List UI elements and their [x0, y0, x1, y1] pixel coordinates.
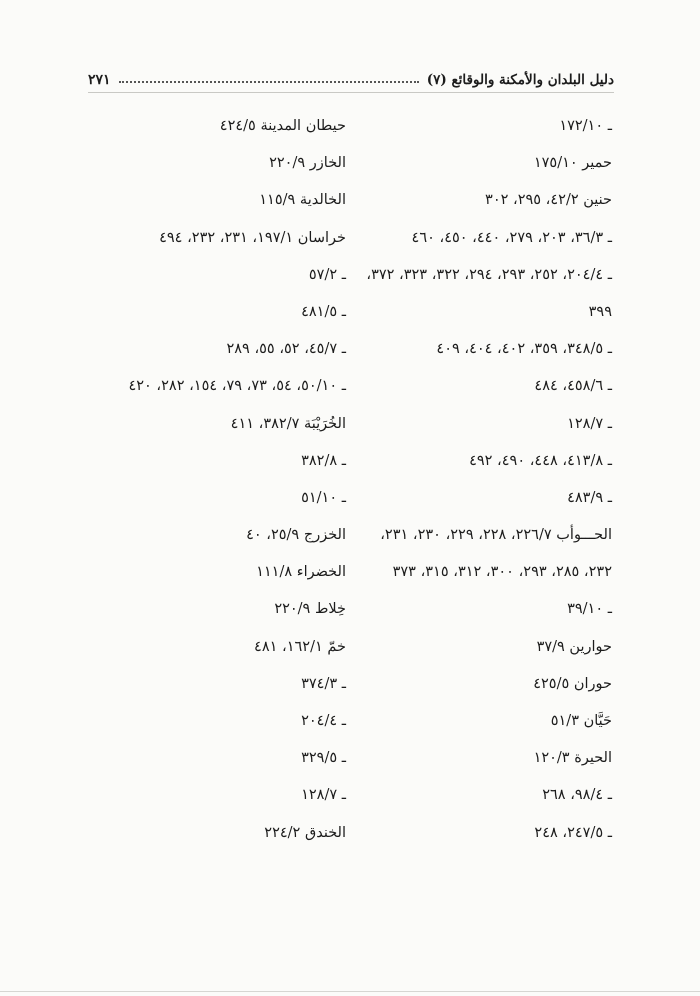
index-column-right — [366, 117, 612, 861]
index-entry: ـ ٤٨٣/٩ — [567, 489, 612, 506]
index-entry: ـ ٣٧٤/٣ — [301, 675, 346, 692]
running-header — [88, 64, 614, 93]
index-entry: ـ ٤١٣/٨، ٤٤٨، ٤٩٠، ٤٩٢ — [469, 452, 612, 469]
index-entry: ـ ٣٦/٣، ٢٠٣، ٢٧٩، ٤٤٠، ٤٥٠، ٤٦٠ — [411, 229, 612, 246]
index-entry: حمير ١٧٥/١٠ — [533, 155, 612, 172]
index-entry: الخزرج ٢٥/٩، ٤٠ — [246, 527, 346, 544]
index-entry: ـ ٥٧/٢ — [308, 266, 346, 283]
index-entry: خمّ ١٦٢/١، ٤٨١ — [254, 638, 346, 655]
index-entry: ـ ١٧٢/١٠ — [559, 118, 612, 134]
index-entry: ـ ٩٨/٤، ٢٦٨ — [542, 787, 612, 804]
header-title: دليل البلدان والأمكنة والوقائع (٧) — [426, 72, 614, 88]
index-entry: الخالدية ١١٥/٩ — [259, 192, 346, 209]
index-entry: ـ ٣٤٨/٥، ٣٥٩، ٤٠٢، ٤٠٤، ٤٠٩ — [436, 341, 612, 358]
index-entry: ـ ٥١/١٠ — [301, 489, 346, 506]
index-entry: ـ ٣٢٩/٥ — [301, 750, 346, 767]
index-entry: الحيرة ١٢٠/٣ — [533, 750, 612, 767]
index-entry: حوران ٤٢٥/٥ — [533, 675, 612, 692]
index-entry: الخُرَيْبَة ٣٨٢/٧، ٤١١ — [230, 415, 346, 432]
index-entry: ٣٩٩ — [588, 303, 612, 320]
index-column-left — [86, 117, 346, 861]
index-entry: ٢٣٢، ٢٨٥، ٢٩٣، ٣٠٠، ٣١٢، ٣١٥، ٣٧٣ — [392, 564, 612, 581]
index-entry: الخندق ٢٢٤/٢ — [264, 824, 346, 841]
index-entry: خراسان ١٩٧/١، ٢٣١، ٢٣٢، ٤٩٤ — [159, 229, 346, 246]
index-entry: ـ ١٢٨/٧ — [301, 787, 346, 804]
index-entry: ـ ٢٤٧/٥، ٢٤٨ — [534, 824, 612, 841]
dotted-leader — [119, 81, 419, 83]
index-entry: حوارين ٣٧/٩ — [536, 638, 612, 655]
index-entry: ـ ٣٩/١٠ — [567, 601, 612, 618]
index-entry: الخضراء ١١١/٨ — [256, 564, 346, 581]
index-entry: ـ ٤٥/٧، ٥٢، ٥٥، ٢٨٩ — [226, 341, 346, 358]
index-entry: حَيَّان ٥١/٣ — [550, 713, 612, 729]
index-entry: ـ ٢٠٤/٤، ٢٥٢، ٢٩٣، ٢٩٤، ٣٢٢، ٣٢٣، ٣٧٢، — [366, 266, 612, 283]
index-entry: الحـــوأب ٢٢٦/٧، ٢٢٨، ٢٢٩، ٢٣٠، ٢٣١، — [380, 527, 612, 544]
index-entry: ـ ٤٨١/٥ — [301, 303, 346, 320]
index-entry: حنين ٤٢/٢، ٢٩٥، ٣٠٢ — [485, 192, 612, 209]
page-edge-line — [0, 991, 700, 992]
index-entry: خِلاط ٢٢٠/٩ — [274, 601, 346, 618]
index-entry: ـ ٢٠٤/٤ — [301, 713, 346, 729]
index-entry: ـ ١٢٨/٧ — [567, 415, 612, 432]
index-entry: حيطان المدينة ٤٢٤/٥ — [219, 118, 346, 134]
index-entry: ـ ٤٥٨/٦، ٤٨٤ — [534, 378, 612, 395]
page-number: ٢٧١ — [88, 72, 111, 88]
index-entry: ـ ٥٠/١٠، ٥٤، ٧٣، ٧٩، ١٥٤، ٢٨٢، ٤٢٠ — [128, 378, 346, 395]
index-entry: الخازر ٢٢٠/٩ — [269, 155, 346, 172]
index-entry: ـ ٣٨٢/٨ — [301, 452, 346, 469]
